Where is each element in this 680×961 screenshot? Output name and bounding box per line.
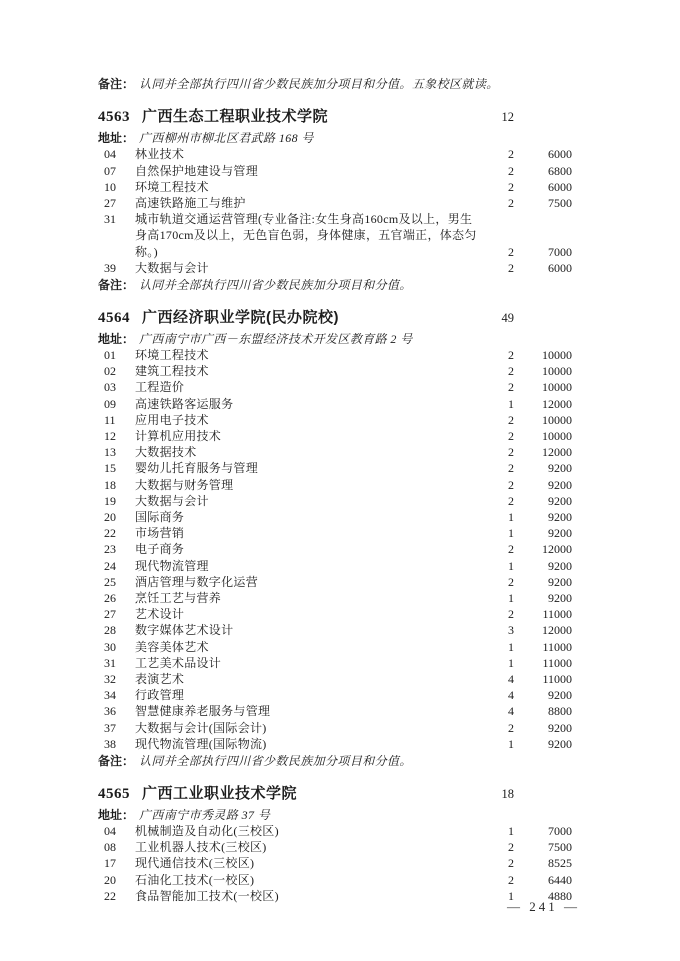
tuition-fee: 6800 <box>548 163 572 178</box>
plan-count: 2 <box>508 196 514 211</box>
plan-count: 2 <box>508 856 514 871</box>
major-code: 30 <box>104 639 116 654</box>
note-label: 备注： <box>98 277 135 292</box>
major-name: 艺术设计 <box>135 607 185 622</box>
plan-count: 2 <box>508 260 514 275</box>
tuition-fee: 4880 <box>548 888 572 903</box>
major-name: 城市轨道交通运营管理(专业备注:女生身高160cm及以上，男生身高170cm及以上，无色盲色弱，身体健康，五官端正，体态匀称。) <box>135 212 477 259</box>
major-code: 39 <box>104 260 116 275</box>
major-name: 建筑工程技术 <box>135 364 209 379</box>
major-code: 03 <box>104 380 116 395</box>
tuition-fee: 9200 <box>548 720 572 735</box>
tuition-fee: 7000 <box>548 823 572 838</box>
address-line <box>98 807 572 823</box>
college-section <box>98 307 572 769</box>
major-rows <box>98 347 572 752</box>
college-header <box>98 307 572 329</box>
tuition-fee: 7500 <box>548 196 572 211</box>
major-row <box>98 444 572 460</box>
major-name: 自然保护地建设与管理 <box>135 163 259 178</box>
tuition-fee: 11000 <box>542 672 572 686</box>
major-code: 10 <box>104 179 116 194</box>
plan-count: 2 <box>508 840 514 855</box>
major-code: 24 <box>104 558 116 573</box>
tuition-fee: 6000 <box>548 179 572 194</box>
plan-count: 1 <box>508 396 514 411</box>
major-name: 高速铁路施工与维护 <box>135 196 246 211</box>
plan-count: 2 <box>508 607 514 622</box>
tuition-fee: 10000 <box>542 364 572 379</box>
tuition-fee: 9200 <box>548 590 572 605</box>
major-name: 计算机应用技术 <box>135 428 222 443</box>
top-remark-line <box>98 76 572 92</box>
major-name: 行政管理 <box>135 688 185 703</box>
tuition-fee: 10000 <box>542 412 572 427</box>
major-row <box>98 671 572 687</box>
major-row <box>98 195 572 211</box>
major-name: 现代物流管理 <box>135 558 209 573</box>
major-code: 26 <box>104 590 116 605</box>
plan-count: 2 <box>508 347 514 362</box>
tuition-fee: 11000 <box>542 655 572 670</box>
plan-count: 3 <box>508 623 514 638</box>
major-row <box>98 163 572 179</box>
tuition-fee: 10000 <box>542 380 572 395</box>
plan-count: 2 <box>508 720 514 735</box>
major-row <box>98 179 572 195</box>
major-name: 高速铁路客运服务 <box>135 396 234 411</box>
plan-count: 1 <box>508 509 514 524</box>
college-name: 广西经济职业学院(民办院校) <box>142 308 339 326</box>
address-line <box>98 130 572 146</box>
major-name: 智慧健康养老服务与管理 <box>135 704 271 719</box>
plan-count: 2 <box>508 364 514 379</box>
plan-count: 2 <box>508 574 514 589</box>
plan-count: 2 <box>508 147 514 162</box>
college-code: 4564 <box>98 309 130 326</box>
plan-count: 2 <box>508 872 514 887</box>
plan-count: 2 <box>508 493 514 508</box>
plan-count: 1 <box>508 823 514 838</box>
tuition-fee: 11000 <box>542 607 572 622</box>
major-name: 应用电子技术 <box>135 412 209 427</box>
tuition-fee: 9200 <box>548 574 572 589</box>
plan-count: 1 <box>508 558 514 573</box>
major-code: 13 <box>104 445 116 460</box>
tuition-fee: 6000 <box>548 147 572 162</box>
plan-count: 2 <box>508 412 514 427</box>
tuition-fee: 12000 <box>542 396 572 411</box>
major-name: 表演艺术 <box>135 672 185 686</box>
major-row <box>98 493 572 509</box>
major-code: 04 <box>104 147 116 162</box>
tuition-fee: 9200 <box>548 558 572 573</box>
tuition-fee: 12000 <box>542 445 572 460</box>
address-label: 地址： <box>98 131 135 146</box>
major-row <box>98 347 572 363</box>
major-row <box>98 590 572 606</box>
tuition-fee: 11000 <box>542 639 572 654</box>
college-plan-total: 12 <box>501 110 514 125</box>
major-code: 15 <box>104 461 116 476</box>
major-rows <box>98 823 572 904</box>
college-header <box>98 106 572 128</box>
tuition-fee: 8800 <box>548 704 572 719</box>
major-row <box>98 606 572 622</box>
address-label: 地址： <box>98 807 135 822</box>
major-row <box>98 477 572 493</box>
tuition-fee: 7500 <box>548 840 572 855</box>
plan-count: 2 <box>508 163 514 178</box>
major-name: 大数据与会计 <box>135 260 209 275</box>
plan-count: 2 <box>508 445 514 460</box>
tuition-fee: 10000 <box>542 428 572 443</box>
major-code: 32 <box>104 672 116 686</box>
major-row <box>98 655 572 671</box>
major-code: 27 <box>104 607 116 622</box>
college-section <box>98 106 572 293</box>
tuition-fee: 9200 <box>548 477 572 492</box>
section-note <box>98 277 572 293</box>
major-code: 04 <box>104 823 116 838</box>
major-code: 11 <box>104 412 116 427</box>
major-code: 07 <box>104 163 116 178</box>
major-code: 09 <box>104 396 116 411</box>
major-name: 工艺美术品设计 <box>135 655 222 670</box>
major-name: 工业机器人技术(三校区) <box>135 840 267 855</box>
tuition-fee: 9200 <box>548 461 572 476</box>
major-code: 34 <box>104 688 116 703</box>
major-row <box>98 525 572 541</box>
plan-count: 2 <box>508 461 514 476</box>
plan-count: 4 <box>508 688 514 703</box>
major-row <box>98 622 572 638</box>
major-code: 31 <box>104 655 116 670</box>
major-name: 工程造价 <box>135 380 185 395</box>
tuition-fee: 8525 <box>548 856 572 871</box>
tuition-fee: 9200 <box>548 736 572 751</box>
college-header <box>98 783 572 805</box>
major-name: 大数据与会计(国际会计) <box>135 720 267 735</box>
major-row <box>98 379 572 395</box>
major-code: 18 <box>104 477 116 492</box>
plan-count: 2 <box>508 428 514 443</box>
major-row <box>98 260 572 276</box>
major-code: 12 <box>104 428 116 443</box>
plan-count: 2 <box>508 477 514 492</box>
major-code: 22 <box>104 888 116 903</box>
major-name: 食品智能加工技术(一校区) <box>135 888 279 903</box>
tuition-fee: 6440 <box>548 872 572 887</box>
college-section <box>98 783 572 904</box>
college-code: 4565 <box>98 785 130 802</box>
major-row <box>98 639 572 655</box>
address-text: 广西南宁市广西－东盟经济技术开发区教育路 2 号 <box>139 331 413 346</box>
plan-count: 2 <box>508 542 514 557</box>
tuition-fee: 9200 <box>548 688 572 703</box>
major-row <box>98 412 572 428</box>
tuition-fee: 9200 <box>548 493 572 508</box>
major-name: 大数据技术 <box>135 445 197 460</box>
address-line <box>98 331 572 347</box>
major-row <box>98 574 572 590</box>
major-row <box>98 428 572 444</box>
college-name: 广西工业职业技术学院 <box>142 784 298 802</box>
page-content <box>98 76 572 904</box>
major-row <box>98 736 572 752</box>
plan-count: 4 <box>508 672 514 686</box>
address-text: 广西南宁市秀灵路 37 号 <box>139 807 271 822</box>
major-code: 25 <box>104 574 116 589</box>
major-code: 08 <box>104 840 116 855</box>
major-name: 环境工程技术 <box>135 179 209 194</box>
plan-count: 1 <box>508 736 514 751</box>
remark-text: 认同并全部执行四川省少数民族加分项目和分值。五象校区就读。 <box>139 77 499 91</box>
tuition-fee: 6000 <box>548 260 572 275</box>
major-code: 17 <box>104 856 116 871</box>
major-row <box>98 558 572 574</box>
major-row <box>98 703 572 719</box>
major-code: 20 <box>104 872 116 887</box>
major-row <box>98 888 572 904</box>
tuition-fee: 9200 <box>548 509 572 524</box>
note-text: 认同并全部执行四川省少数民族加分项目和分值。 <box>139 277 412 292</box>
tuition-fee: 12000 <box>542 542 572 557</box>
college-name: 广西生态工程职业技术学院 <box>142 108 329 126</box>
college-plan-total: 18 <box>501 786 514 801</box>
section-note <box>98 753 572 769</box>
plan-count: 1 <box>508 888 514 903</box>
major-code: 01 <box>104 347 116 362</box>
major-row <box>98 541 572 557</box>
plan-count: 1 <box>508 590 514 605</box>
plan-count: 1 <box>508 526 514 541</box>
major-row <box>98 720 572 736</box>
major-code: 02 <box>104 364 116 379</box>
major-name: 石油化工技术(一校区) <box>135 872 255 887</box>
remark-label: 备注： <box>98 77 135 91</box>
major-name: 美容美体艺术 <box>135 639 209 654</box>
major-code: 20 <box>104 509 116 524</box>
major-code: 23 <box>104 542 116 557</box>
major-code: 19 <box>104 493 116 508</box>
major-rows <box>98 146 572 276</box>
major-row <box>98 687 572 703</box>
major-name: 大数据与会计 <box>135 493 209 508</box>
page-number: — 241 — <box>507 899 580 914</box>
major-name: 国际商务 <box>135 509 185 524</box>
major-name: 市场营销 <box>135 526 185 541</box>
major-row <box>98 839 572 855</box>
major-name: 现代通信技术(三校区) <box>135 856 255 871</box>
major-code: 38 <box>104 736 116 751</box>
plan-count: 1 <box>508 639 514 654</box>
major-name: 数字媒体艺术设计 <box>135 623 234 638</box>
major-row <box>98 211 572 260</box>
major-name: 婴幼儿托育服务与管理 <box>135 461 259 476</box>
note-text: 认同并全部执行四川省少数民族加分项目和分值。 <box>139 753 412 768</box>
major-row <box>98 396 572 412</box>
address-text: 广西柳州市柳北区君武路 168 号 <box>139 131 314 146</box>
major-name: 大数据与财务管理 <box>135 477 234 492</box>
address-label: 地址： <box>98 331 135 346</box>
tuition-fee: 12000 <box>542 623 572 638</box>
major-name: 现代物流管理(国际物流) <box>135 736 267 751</box>
major-name: 电子商务 <box>135 542 185 557</box>
sections-container <box>98 106 572 904</box>
major-row <box>98 509 572 525</box>
major-name: 酒店管理与数字化运营 <box>135 574 259 589</box>
major-row <box>98 460 572 476</box>
college-code: 4563 <box>98 109 130 126</box>
major-name: 烹饪工艺与营养 <box>135 590 222 605</box>
major-name: 环境工程技术 <box>135 347 209 362</box>
major-row <box>98 823 572 839</box>
major-code: 28 <box>104 623 116 638</box>
major-code: 22 <box>104 526 116 541</box>
major-row <box>98 363 572 379</box>
tuition-fee: 9200 <box>548 526 572 541</box>
tuition-fee: 7000 <box>548 244 572 259</box>
plan-count: 1 <box>508 655 514 670</box>
major-name: 机械制造及自动化(三校区) <box>135 823 279 838</box>
plan-count: 2 <box>508 380 514 395</box>
plan-count: 2 <box>508 244 514 259</box>
major-code: 37 <box>104 720 116 735</box>
college-plan-total: 49 <box>501 310 514 325</box>
major-code: 36 <box>104 704 116 719</box>
tuition-fee: 10000 <box>542 347 572 362</box>
major-row <box>98 872 572 888</box>
major-row <box>98 146 572 162</box>
plan-count: 4 <box>508 704 514 719</box>
major-code: 31 <box>104 212 116 227</box>
major-row <box>98 855 572 871</box>
note-label: 备注： <box>98 753 135 768</box>
major-code: 27 <box>104 196 116 211</box>
major-name: 林业技术 <box>135 147 185 162</box>
plan-count: 2 <box>508 179 514 194</box>
